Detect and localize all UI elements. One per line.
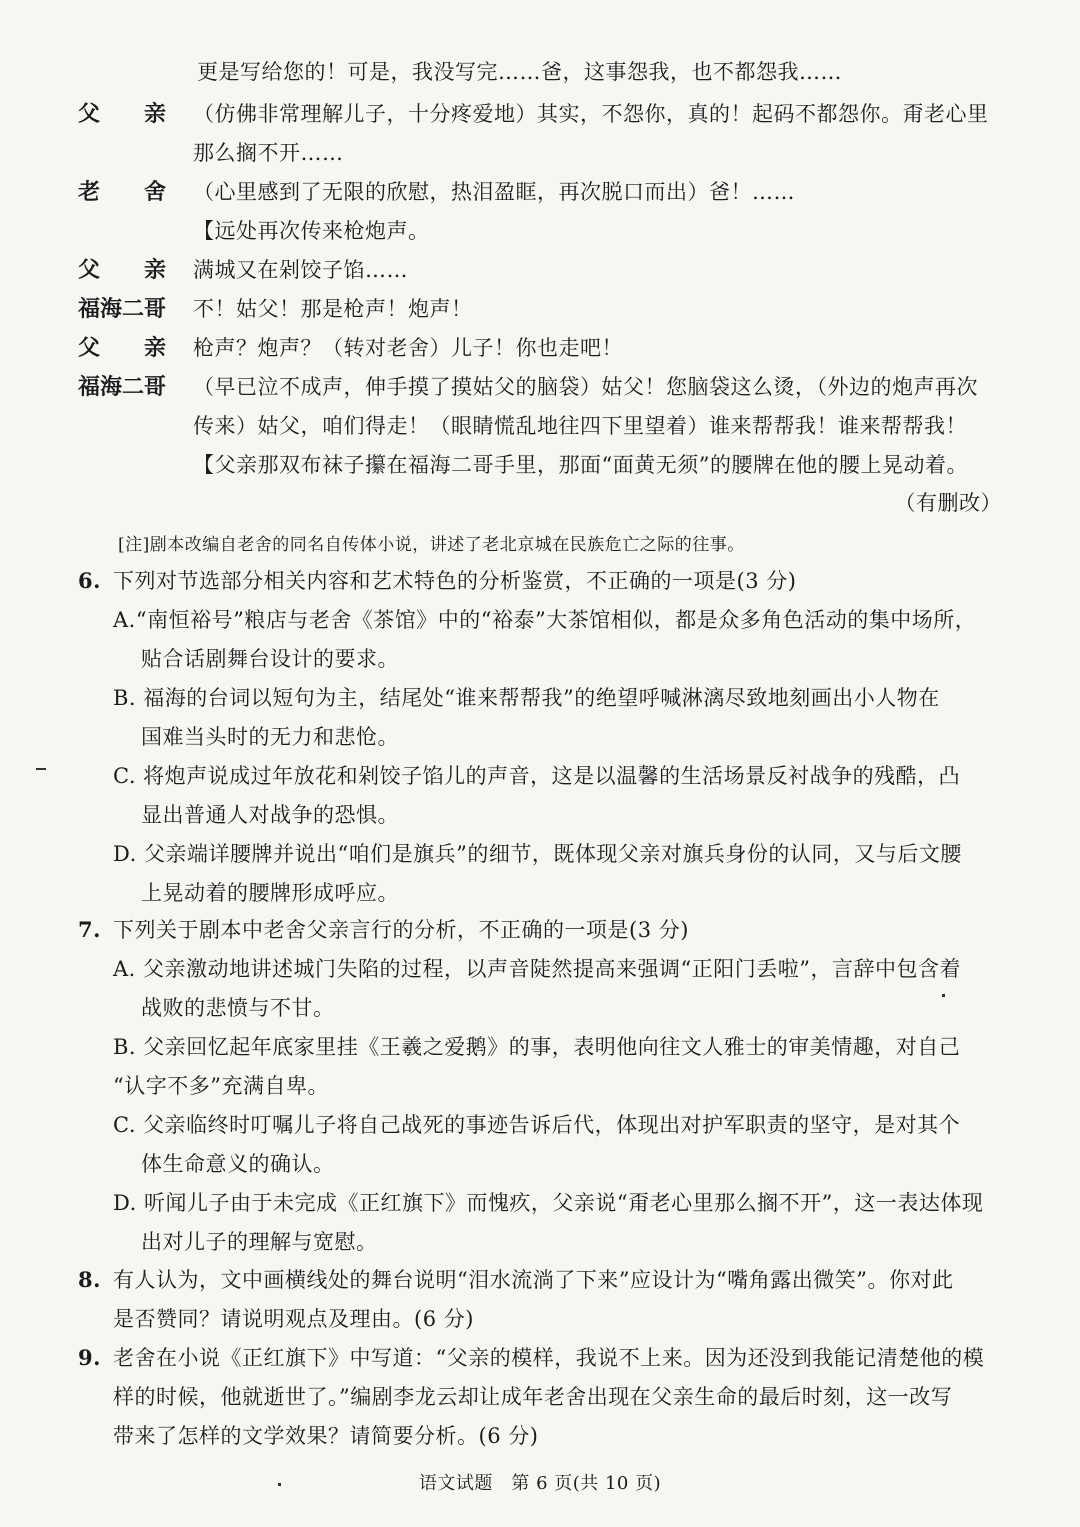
script-line: （仿佛非常理解儿子，十分疼爱地）其实，不怨你，真的！起码不都怨你。甭老心里 (193, 102, 989, 126)
option-a: A. 父亲激动地讲述城门失陷的过程，以声音陡然提高来强调“正阳门丢啦”，言辞中包含着 (113, 957, 961, 981)
option-d: D. 听闻儿子由于未完成《正红旗下》而愧疚，父亲说“甭老心里那么搁不开”，这一表达体现 (113, 1191, 984, 1215)
question-text: 带来了怎样的文学效果？请简要分析。(6 分) (113, 1424, 539, 1448)
footnote: [注]剧本改编自老舍的同名自传体小说，讲述了老北京城在民族危亡之际的往事。 (118, 535, 745, 555)
option-c: C. 将炮声说成过年放花和剁饺子馅儿的声音，这是以温馨的生活场景反衬战争的残酷，凸 (113, 764, 961, 788)
speaker-fuhai: 福海二哥 (78, 374, 167, 400)
question-number: 9. (78, 1345, 101, 1370)
question-number: 8. (78, 1267, 101, 1292)
script-line: 传来）姑父，咱们得走！（眼睛慌乱地往四下里望着）谁来帮帮我！谁来帮帮我！ (193, 414, 967, 438)
question-stem: 下列对节选部分相关内容和艺术特色的分析鉴赏，不正确的一项是(3 分) (113, 569, 797, 593)
speaker-laoshe: 老 舍 (78, 179, 167, 205)
script-line: 不！姑父！那是枪声！炮声！ (193, 297, 473, 321)
option-a-cont: 战败的悲愤与不甘。 (141, 996, 335, 1020)
stage-direction: 【父亲那双布袜子攥在福海二哥手里，那面“面黄无须”的腰牌在他的腰上晃动着。 (193, 453, 968, 477)
script-line: 更是写给您的！可是，我没写完……爸，这事怨我，也不都怨我…… (197, 60, 842, 84)
script-line: （心里感到了无限的欣慰，热泪盈眶，再次脱口而出）爸！…… (193, 180, 795, 204)
speaker-father: 父 亲 (78, 335, 167, 361)
option-c: C. 父亲临终时叮嘱儿子将自己战死的事迹告诉后代，体现出对护军职责的坚守，是对其个 (113, 1113, 961, 1137)
question-stem: 下列关于剧本中老舍父亲言行的分析，不正确的一项是(3 分) (113, 918, 689, 942)
script-line: （早已泣不成声，伸手摸了摸姑父的脑袋）姑父！您脑袋这么烫，（外边的炮声再次 (193, 375, 978, 399)
question-text: 样的时候，他就逝世了。”编剧李龙云却让成年老舍出现在父亲生命的最后时刻，这一改写 (113, 1385, 953, 1409)
option-d-cont: 出对儿子的理解与宽慰。 (141, 1230, 378, 1254)
edited-note: （有删改） (894, 491, 1002, 515)
scan-mark (942, 994, 945, 997)
option-d: D. 父亲端详腰牌并说出“咱们是旗兵”的细节，既体现父亲对旗兵身份的认同，又与后文腰 (113, 842, 962, 866)
script-line: 枪声？炮声？（转对老舍）儿子！你也走吧！ (193, 336, 623, 360)
question-number: 6. (78, 568, 101, 593)
option-a-cont: 贴合话剧舞台设计的要求。 (141, 647, 399, 671)
option-c-cont: 体生命意义的确认。 (141, 1152, 335, 1176)
speaker-father: 父 亲 (78, 101, 167, 127)
script-line: 那么搁不开…… (193, 141, 344, 165)
question-text: 有人认为，文中画横线处的舞台说明“泪水流淌了下来”应设计为“嘴角露出微笑”。你对此 (113, 1268, 954, 1292)
script-line: 满城又在剁饺子馅…… (193, 258, 408, 282)
scan-mark (36, 768, 46, 770)
page-footer: 语文试题 第 6 页(共 10 页) (418, 1473, 662, 1494)
option-b: B. 父亲回忆起年底家里挂《王羲之爱鹅》的事，表明他向往文人雅士的审美情趣，对自己 (113, 1035, 961, 1059)
option-b-cont: “认字不多”充满自卑。 (113, 1074, 329, 1098)
speaker-fuhai: 福海二哥 (78, 296, 167, 322)
question-text: 老舍在小说《正红旗下》中写道：“父亲的模样，我说不上来。因为还没到我能记清楚他的模 (113, 1346, 985, 1370)
option-b: B. 福海的台词以短句为主，结尾处“谁来帮帮我”的绝望呼喊淋漓尽致地刻画出小人物在 (113, 686, 940, 710)
speaker-father: 父 亲 (78, 257, 167, 283)
stage-direction: 【远处再次传来枪炮声。 (193, 219, 430, 243)
option-d-cont: 上晃动着的腰牌形成呼应。 (141, 881, 399, 905)
option-c-cont: 显出普通人对战争的恐惧。 (141, 803, 399, 827)
option-a: A.“南恒裕号”粮店与老舍《茶馆》中的“裕泰”大茶馆相似，都是众多角色活动的集中场所， (113, 608, 977, 632)
question-number: 7. (78, 917, 101, 942)
option-b-cont: 国难当头时的无力和悲怆。 (141, 725, 399, 749)
question-text: 是否赞同？请说明观点及理由。(6 分) (113, 1307, 474, 1331)
